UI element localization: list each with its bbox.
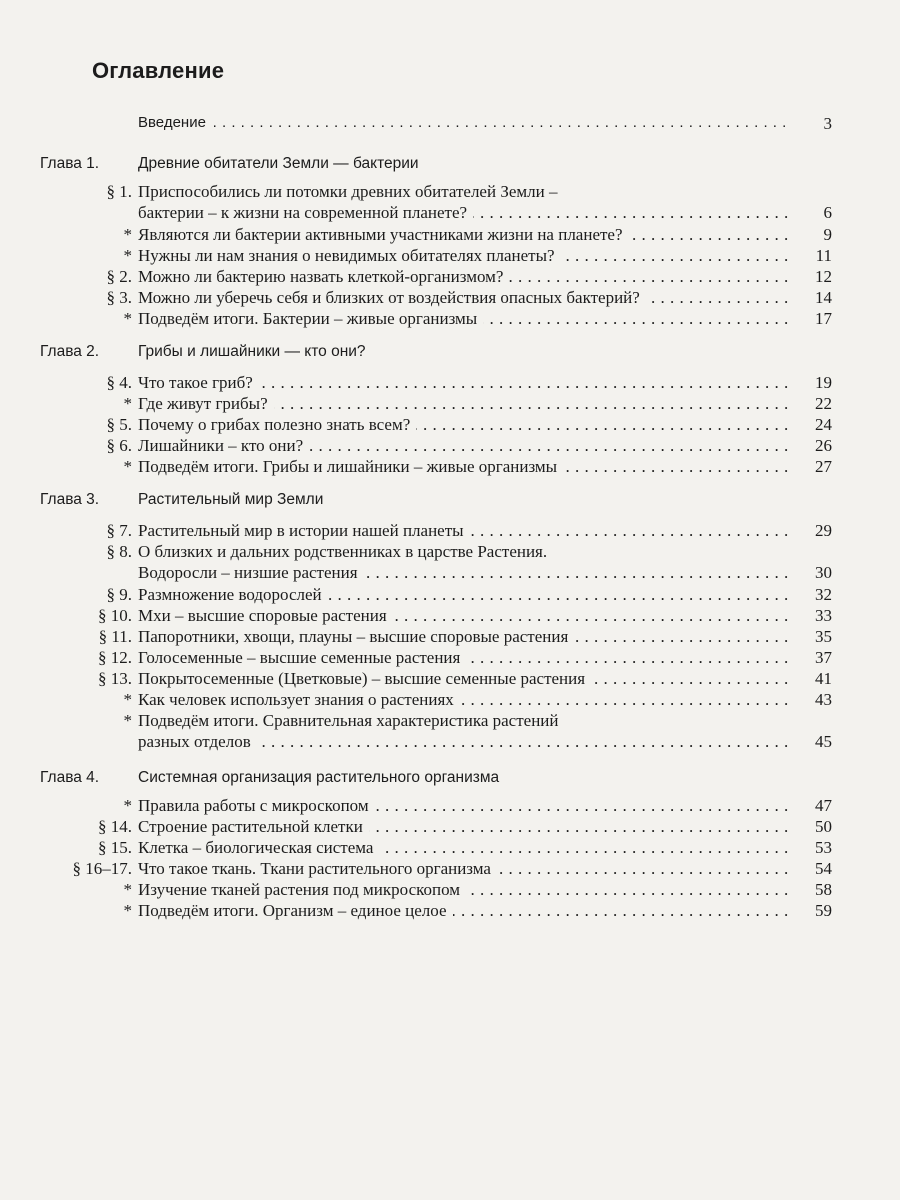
entry-page-number: 47 xyxy=(790,796,832,816)
entry-number: § 4. xyxy=(106,373,132,392)
entry-number: § 11. xyxy=(98,627,132,646)
entry-number: * xyxy=(123,246,132,265)
entry-page-number: 30 xyxy=(790,563,832,583)
entry-title: Клетка – биологическая система xyxy=(138,838,379,857)
entry-title: Как человек использует знания о растениях xyxy=(138,690,460,709)
chapter-label: Глава 2. xyxy=(40,343,100,360)
entry-number: § 7. xyxy=(106,521,132,540)
entry-title: Можно ли бактерию назвать клеткой-организмом? xyxy=(138,267,509,286)
entry-title: Подведём итоги. Сравнительная характеристика растений xyxy=(138,711,565,730)
entry-number: § 6. xyxy=(106,436,132,455)
entry-number: * xyxy=(123,394,132,413)
entry-number: * xyxy=(123,711,132,730)
entry-number: § 5. xyxy=(106,415,132,434)
entry-page-number: 58 xyxy=(790,880,832,900)
entry-page-number: 19 xyxy=(790,373,832,393)
entry-page-number: 9 xyxy=(790,225,832,245)
entry-number: § 16–17. xyxy=(72,859,132,878)
entry-title: Правила работы с микроскопом xyxy=(138,796,375,815)
entry-number: § 12. xyxy=(98,648,132,667)
entry-page-number: 35 xyxy=(790,627,832,647)
entry-title: Подведём итоги. Грибы и лишайники – живые организмы xyxy=(138,457,563,476)
entry-page-number: 14 xyxy=(790,288,832,308)
entry-title-continued: Водоросли – низшие растения xyxy=(138,563,364,582)
entry-page-number: 33 xyxy=(790,606,832,626)
chapter-title: Системная организация растительного организма xyxy=(138,769,500,786)
entry-title: Покрытосеменные (Цветковые) – высшие семенные растения xyxy=(138,669,591,688)
entry-page-number: 53 xyxy=(790,838,832,858)
entry-title-continued: разных отделов xyxy=(138,732,257,751)
chapter-label: Глава 1. xyxy=(40,155,100,172)
entry-page-number: 27 xyxy=(790,457,832,477)
entry-page-number: 59 xyxy=(790,901,832,921)
entry-title: Изучение тканей растения под микроскопом xyxy=(138,880,466,899)
entry-title: Лишайники – кто они? xyxy=(138,436,309,455)
entry-title: Где живут грибы? xyxy=(138,394,274,413)
entry-title-continued: бактерии – к жизни на современной планете? xyxy=(138,203,473,222)
entry-title: Папоротники, хвощи, плауны – высшие споровые растения xyxy=(138,627,574,646)
entry-title: Размножение водорослей xyxy=(138,585,328,604)
entry-page-number: 50 xyxy=(790,817,832,837)
entry-title: Нужны ли нам знания о невидимых обитателях планеты? xyxy=(138,246,561,265)
entry-page-number: 6 xyxy=(790,203,832,223)
entry-title: Подведём итоги. Организм – единое целое xyxy=(138,901,453,920)
entry-number: * xyxy=(123,225,132,244)
entry-page-number: 26 xyxy=(790,436,832,456)
entry-number: § 1. xyxy=(106,182,132,201)
entry-page-number: 24 xyxy=(790,415,832,435)
entry-page-number: 22 xyxy=(790,394,832,414)
entry-title: Что такое ткань. Ткани растительного организма xyxy=(138,859,497,878)
entry-page-number: 17 xyxy=(790,309,832,329)
entry-page-number: 12 xyxy=(790,267,832,287)
entry-number: * xyxy=(123,690,132,709)
entry-title: Являются ли бактерии активными участниками жизни на планете? xyxy=(138,225,629,244)
entry-number: * xyxy=(123,880,132,899)
entry-title: Приспособились ли потомки древних обитателей Земли – xyxy=(138,182,563,201)
entry-title: О близких и дальних родственниках в царстве Растения. xyxy=(138,542,553,561)
entry-number: § 13. xyxy=(98,669,132,688)
entry-title: Голосеменные – высшие семенные растения xyxy=(138,648,466,667)
entry-title: Растительный мир в истории нашей планеты xyxy=(138,521,470,540)
chapter-label: Глава 3. xyxy=(40,491,100,508)
entry-page-number: 37 xyxy=(790,648,832,668)
entry-page-number: 32 xyxy=(790,585,832,605)
entry-title: Строение растительной клетки xyxy=(138,817,369,836)
entry-number: § 9. xyxy=(106,585,132,604)
chapter-title: Растительный мир Земли xyxy=(138,491,324,508)
chapter-title: Древние обитатели Земли — бактерии xyxy=(138,155,419,172)
entry-number: * xyxy=(123,309,132,328)
toc-heading: Оглавление xyxy=(92,58,225,83)
entry-number: § 8. xyxy=(106,542,132,561)
entry-number: § 2. xyxy=(106,267,132,286)
entry-title: Мхи – высшие споровые растения xyxy=(138,606,393,625)
chapter-label: Глава 4. xyxy=(40,769,100,786)
entry-page-number: 54 xyxy=(790,859,832,879)
entry-title: Можно ли уберечь себя и близких от воздействия опасных бактерий? xyxy=(138,288,646,307)
entry-page-number: 11 xyxy=(790,246,832,266)
entry-number: § 15. xyxy=(98,838,132,857)
entry-page-number: 41 xyxy=(790,669,832,689)
entry-page-number: 29 xyxy=(790,521,832,541)
entry-page-number: 43 xyxy=(790,690,832,710)
entry-number: * xyxy=(123,796,132,815)
entry-number: § 14. xyxy=(98,817,132,836)
entry-number: § 3. xyxy=(106,288,132,307)
intro-title: Введение xyxy=(138,114,212,131)
chapter-title: Грибы и лишайники — кто они? xyxy=(138,343,366,360)
entry-number: § 10. xyxy=(98,606,132,625)
entry-page-number: 45 xyxy=(790,732,832,752)
entry-number: * xyxy=(123,457,132,476)
entry-title: Подведём итоги. Бактерии – живые организмы xyxy=(138,309,483,328)
entry-number: * xyxy=(123,901,132,920)
intro-page: 3 xyxy=(790,114,832,134)
entry-title: Что такое гриб? xyxy=(138,373,259,392)
entry-title: Почему о грибах полезно знать всем? xyxy=(138,415,416,434)
